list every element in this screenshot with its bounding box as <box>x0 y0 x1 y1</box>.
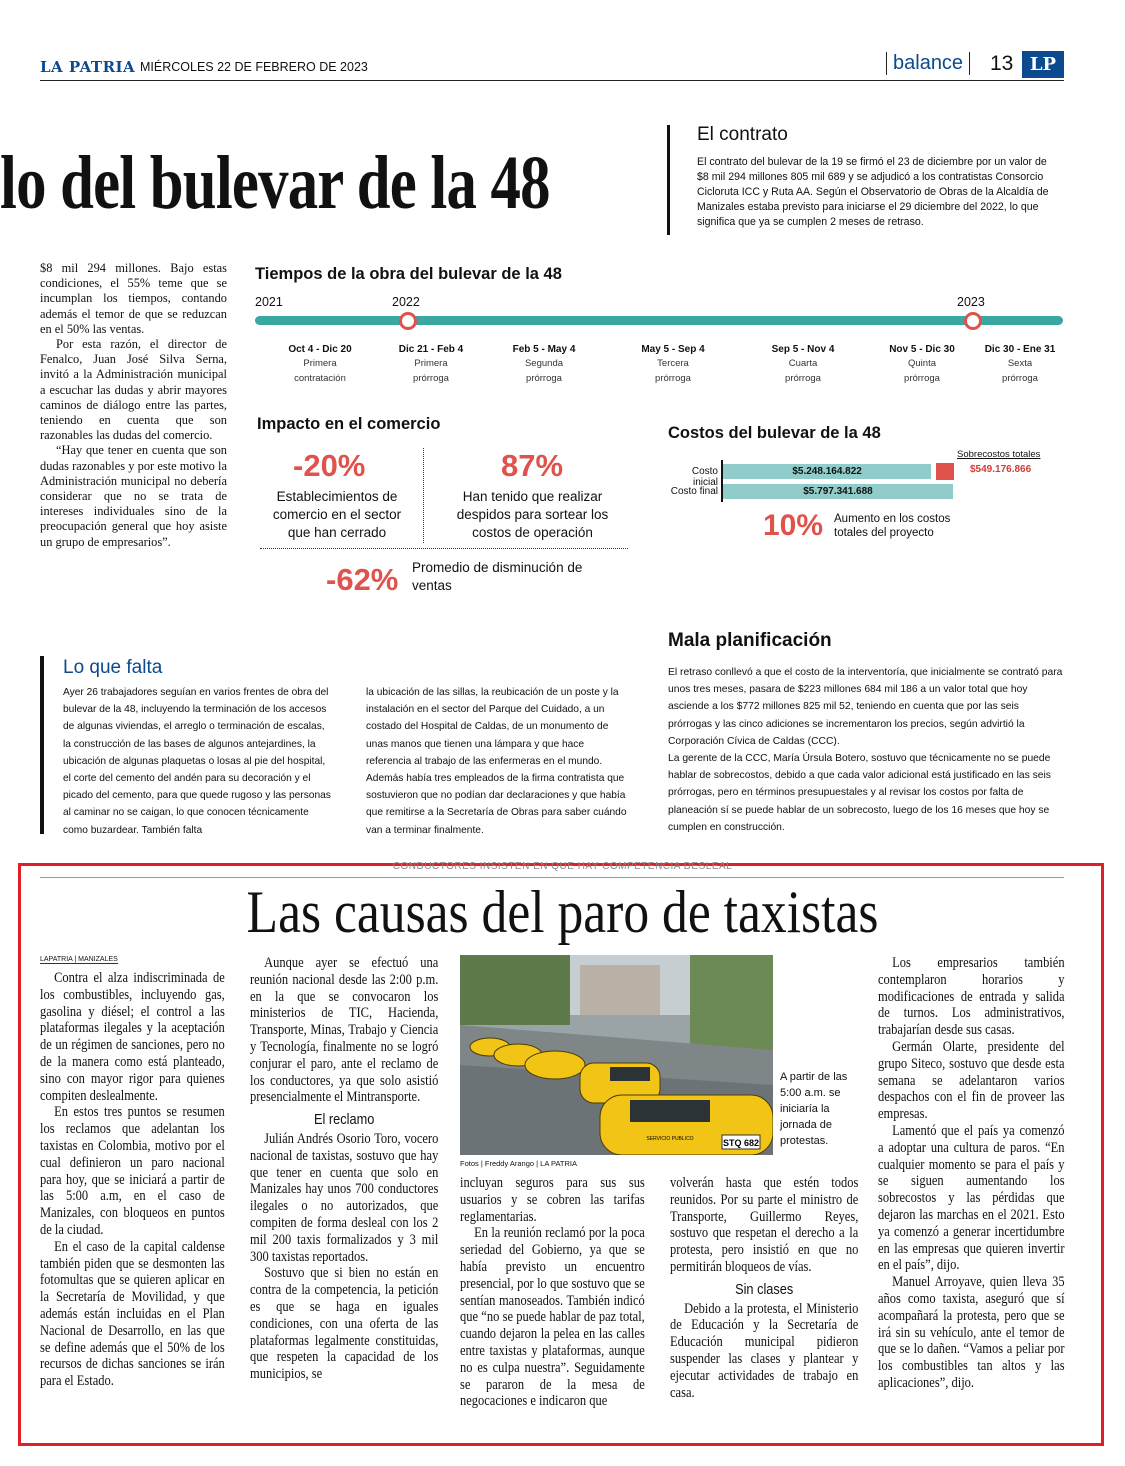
paragraph: volverán hasta que estén todos reunidos. Por su parte el ministro de Transporte, Guillermo Reyes, sostuvo que respetan el derecho a la protesta, pero insistió en que no permitirán bloqueos de vías. <box>670 1175 859 1275</box>
period-label: Tercera <box>657 358 689 369</box>
paragraph: Julián Andrés Osorio Toro, vocero nacional de taxistas, sostuvo que hay que tener en cuenta que solo en Manizales hay unos 700 conductores ilegales o no autorizados, que compiten de forma desleal con los 2 mil 200 taxis formalizados y 3 mil 300 taxistas reportados. <box>250 1130 439 1265</box>
paragraph: Aunque ayer se efectuó una reunión nacional desde las 2:00 p.m. en la que se convocaron los ministerios de TIC, Hacienda, Transporte, Minas, Trabajo y Ciencia y Tecnología, finalmente no se logró conjurar el paro, ante el reclamo de los conductores, ya que solo asistió presencialmente el Mintransporte. <box>250 955 439 1106</box>
pct-label: Aumento en los costos totales del proyecto <box>834 513 951 539</box>
paragraph: Contra el alza indiscriminada de los combustibles, incluyendo gas, gasolina y diésel; el control a las plataformas ilegales y la aceptación de un régimen de sanciones, pero no de la manera como está planteado, sino con mayor rigor para quienes compiten deslealmente. <box>40 970 225 1104</box>
newspaper-brand: LA PATRIA <box>40 58 136 76</box>
section-title: Lo que falta <box>63 657 163 678</box>
impact-title: Impacto en el comercio <box>257 415 441 433</box>
paragraph: Germán Olarte, presidente del grupo Siteco, sostuvo que desde esta semana se adelantaron varios despachos con el fin de proveer las empresas. <box>878 1038 1065 1123</box>
paragraph: Los empresarios también contemplaron horarios y modificaciones de entrada y salida de turnos. Los administrativos, trabajarían desde sus casas. <box>878 955 1065 1039</box>
paragraph: la ubicación de las sillas, la reubicación de un poste y la instalación en el sector del Parque del Cuidado, a un costado del Hospital de Caldas, de un monumento de unas manos que tienen una lámpara y que hace referencia al trabajo de las enfermeras en el mundo. Además había tres empleados de la firma contratista que sostuvieron que no podían dar declaraciones y que había que remitirse a la Secretaría de Obras para saber cuándo van a terminar finalmente. <box>366 687 627 836</box>
stat-value: -62% <box>326 562 399 597</box>
timeline-period <box>381 344 481 385</box>
period-label: Cuarta <box>788 358 818 369</box>
paragraph: La gerente de la CCC, María Úrsula Botero, sostuvo que técnicamente no se puede hablar de sobrecostos, debido a que cada valor adicional está justificado en las seis prórrogas, pero en términos presupuestales y al revisar los costos por falta de planeación sí se puede hablar de un sobrecosto, luego de los 16 meses que hoy se cumplen en construcción. <box>668 753 1051 833</box>
period-dates: May 5 - Sep 4 <box>641 344 705 355</box>
plate-text: STQ 682 <box>722 1138 760 1148</box>
article-headline: Las causas del paro de taxistas <box>246 879 879 945</box>
article-column <box>40 970 225 1390</box>
article-column <box>670 1175 858 1401</box>
timeline-marker <box>399 312 417 330</box>
timeline-period <box>270 344 370 385</box>
timeline-period <box>970 344 1070 385</box>
period-label: Sexta <box>1007 358 1033 369</box>
paragraph: Manuel Arroyave, quien lleva 35 años como taxista, aseguró que sí acompañará la protesta, pero que se irá sin su vehículo, ante el temor de que se lo dañen. “Vamos a peliar por los combustibles tan altos y las aplicaciones”, dijo. <box>878 1274 1065 1391</box>
paragraph: Ayer 26 trabajadores seguían en varios frentes de obra del bulevar de la 48, incluyendo la terminación de los accesos de algunas viviendas, el arreglo o terminación de escalas, la construcción de las bases de algunos antejardines, la ubicación de algunas plaquetas o losas al pie del hospital, el corte del cemento del andén para su decoración y el picado del cemento, para que quede rugoso y las personas al caminar no se caigan, lo que conocen técnicamente como buzardear. También falta <box>63 687 331 836</box>
year-label: 2022 <box>392 295 420 309</box>
article-column <box>250 955 438 1383</box>
bar-costo-inicial: $5.248.164.822 <box>723 464 931 479</box>
paragraph: Sostuvo que si bien no están en contra de la competencia, la petición es que se haga en iguales condiciones, con una oferta de las plataformas legalmente constituidas, que respeten la capacidad de los municipios, se <box>250 1265 439 1383</box>
period-label: prórroga <box>526 373 562 384</box>
period-dates: Feb 5 - May 4 <box>512 344 576 355</box>
period-label: prórroga <box>785 373 821 384</box>
period-dates: Nov 5 - Dic 30 <box>889 344 955 355</box>
paragraph: El retraso conllevó a que el costo de la interventoría, que inicialmente se contrató para unos tres meses, pasara de $223 millones 684 mil 186 a un valor total que hoy asciende a los $772 millones 825 mil 52, teniendo en cuenta que por las seis prórrogas y las cinco adiciones se incrementaron los precios, según advirtió la Corporación Cívica de Caldas (CCC). <box>668 667 1063 747</box>
paragraph: “Hay que tener en cuenta que son dudas razonables y por este motivo la Administración municipal no debería considerar que no se trata de intereses individuales sino de la preocupación general que hoy asiste un grupo de empresarios”. <box>40 443 227 549</box>
page-number: 13 <box>990 52 1014 75</box>
category-label: Costo final <box>670 486 718 497</box>
lp-logo: LP <box>1022 51 1064 78</box>
taxi-photo <box>460 955 773 1155</box>
year-label: 2023 <box>957 295 985 309</box>
paragraph: En el caso de la capital caldense también piden que se desmonten las fotomultas que se quieren aplicar en la Secretaría de Movilidad, y que además están incluidas en el Plan Nacional de Desarrollo, en las que se define además que el 50% de los recursos de dichas sanciones se irán para el Estado. <box>40 1238 225 1390</box>
dotted-divider <box>423 448 424 543</box>
contract-title: El contrato <box>697 124 788 145</box>
contract-text: El contrato del bulevar de la 19 se firmó el 23 de diciembre por un valor de $8 mil 294 millones 805 mil 689 y se adjudicó a los contratistas Consorcio Cicloruta ICC y Ruta AA. Según el Observatorio de Obras de la Alcaldía de Manizales estaba previsto para iniciarse el 29 diciembre del 2022, lo que significa que ya se cumplen 2 meses de retraso. <box>697 156 1049 228</box>
stat-value: 87% <box>501 448 564 483</box>
period-label: prórroga <box>655 373 691 384</box>
chart-title: Costos del bulevar de la 48 <box>668 424 881 442</box>
overrun-bar <box>936 463 954 480</box>
timeline-period <box>753 344 853 385</box>
taxi-photo-illustration <box>460 955 773 1155</box>
stat-label: Promedio de disminución de ventas <box>412 560 583 593</box>
timeline-period <box>494 344 594 385</box>
period-label: Segunda <box>524 358 564 369</box>
period-dates: Dic 30 - Ene 31 <box>984 344 1056 355</box>
stat-value: -20% <box>293 448 366 483</box>
timeline-period <box>872 344 972 385</box>
overrun-label: Sobrecostos totales <box>957 449 1041 460</box>
subhead: Sin clases <box>735 1281 794 1298</box>
article-column <box>460 1175 645 1410</box>
period-label: prórroga <box>413 373 449 384</box>
paragraph: En estos tres puntos se resumen los reclamos que adelantan los taxistas en Colombia, motivo por el cual definieron un paro nacional para hoy, que se iniciará a partir de las 5:00 a.m, en el caso de Manizales, con bloqueos en puntos de la ciudad. <box>40 1104 225 1238</box>
paragraph: incluyan seguros para sus sus usuarios y se cobren las tarifas reglamentarias. <box>460 1175 645 1225</box>
period-dates: Oct 4 - Dic 20 <box>288 344 352 355</box>
period-label: Primera <box>414 358 448 369</box>
period-label: prórroga <box>1002 373 1038 384</box>
pct-value: 10% <box>763 509 824 542</box>
section-title: Mala planificación <box>668 630 832 651</box>
cab-text: SERVICIO PUBLICO <box>646 1136 694 1142</box>
period-label: prórroga <box>904 373 940 384</box>
subhead: El reclamo <box>314 1112 375 1129</box>
year-label: 2021 <box>255 295 283 309</box>
paragraph: Lamentó que el país ya comenzó a adoptar una cultura de paros. “En cualquier momento se para el país y se siguen aumentando los sobrecostos y las pérdidas que dejaron las marchas en el 2021. Esto ya comenzó a generar incertidumbre en las empresas que quieren invertir en el país”, dijo. <box>878 1122 1065 1274</box>
period-dates: Sep 5 - Nov 4 <box>771 344 835 355</box>
kicker: CONDUCTORES INSISTEN EN QUE HAY COMPETENCIA DESLEAL <box>392 861 733 872</box>
period-label: contratación <box>294 373 346 384</box>
bar-costo-final: $5.797.341.688 <box>723 484 953 499</box>
section-name: balance <box>886 52 970 75</box>
header-rule <box>40 80 1064 81</box>
stat-label: Establecimientos de comercio en el sector que han cerrado <box>272 489 402 540</box>
photo-caption: A partir de las 5:00 a.m. se iniciaría la jornada de protestas. <box>780 1071 848 1147</box>
paragraph: En la reunión reclamó por la poca seriedad del Gobierno, ya que se había previsto un encuentro presencial, por lo que sostuvo que se sentían manoseados. También indicó que “no se puede hablar de paz total, cuando dejaron la pelea en las calles entre taxistas y plataformas, aunque no es culpa nuestra”. Seguidamente se pararon de la mesa de negocaciones e indicaron que <box>460 1225 645 1410</box>
paragraph: Por esta razón, el director de Fenalco, Juan José Silva Serna, invitó a la Administración municipal a escuchar las dudas y abrir mayores caminos de diálogo entre las partes, teniendo en cuenta que son razonables las dudas del comercio. <box>40 337 227 443</box>
article-column <box>878 955 1065 1392</box>
dotted-divider <box>260 548 628 549</box>
divider <box>40 656 44 834</box>
article-continuation <box>40 261 227 550</box>
paragraph: $8 mil 294 millones. Bajo estas condiciones, el 55% teme que se incumplan los tiempos, contando además el temor de que se reduzcan en el 50% las ventas. <box>40 261 227 336</box>
timeline-period <box>623 344 723 385</box>
paragraph: Debido a la protesta, el Ministerio de Educación y la Secretaría de Educación municipal pidieron suspender las clases y plantear y ejecutar actividades de trabajo en casa. <box>670 1300 859 1401</box>
stat-label: Han tenido que realizar despidos para sortear los costos de operación <box>456 489 609 540</box>
category-label: Costo inicial <box>691 466 718 488</box>
main-headline: lo del bulevar de la 48 <box>0 141 550 225</box>
timeline-title: Tiempos de la obra del bulevar de la 48 <box>255 265 562 283</box>
divider <box>667 125 670 235</box>
period-label: Primera <box>303 358 337 369</box>
period-label: Quinta <box>908 358 936 369</box>
issue-date: MIÉRCOLES 22 DE FEBRERO DE 2023 <box>140 60 368 74</box>
byline: LAPATRIA | MANIZALES <box>40 956 118 963</box>
section-text <box>668 664 1063 836</box>
overrun-value: $549.176.866 <box>970 464 1032 475</box>
period-dates: Dic 21 - Feb 4 <box>398 344 464 355</box>
timeline-bar <box>255 316 1063 325</box>
photo-credit: Fotos | Freddy Arango | LA PATRIA <box>460 1159 578 1168</box>
timeline-marker <box>964 312 982 330</box>
